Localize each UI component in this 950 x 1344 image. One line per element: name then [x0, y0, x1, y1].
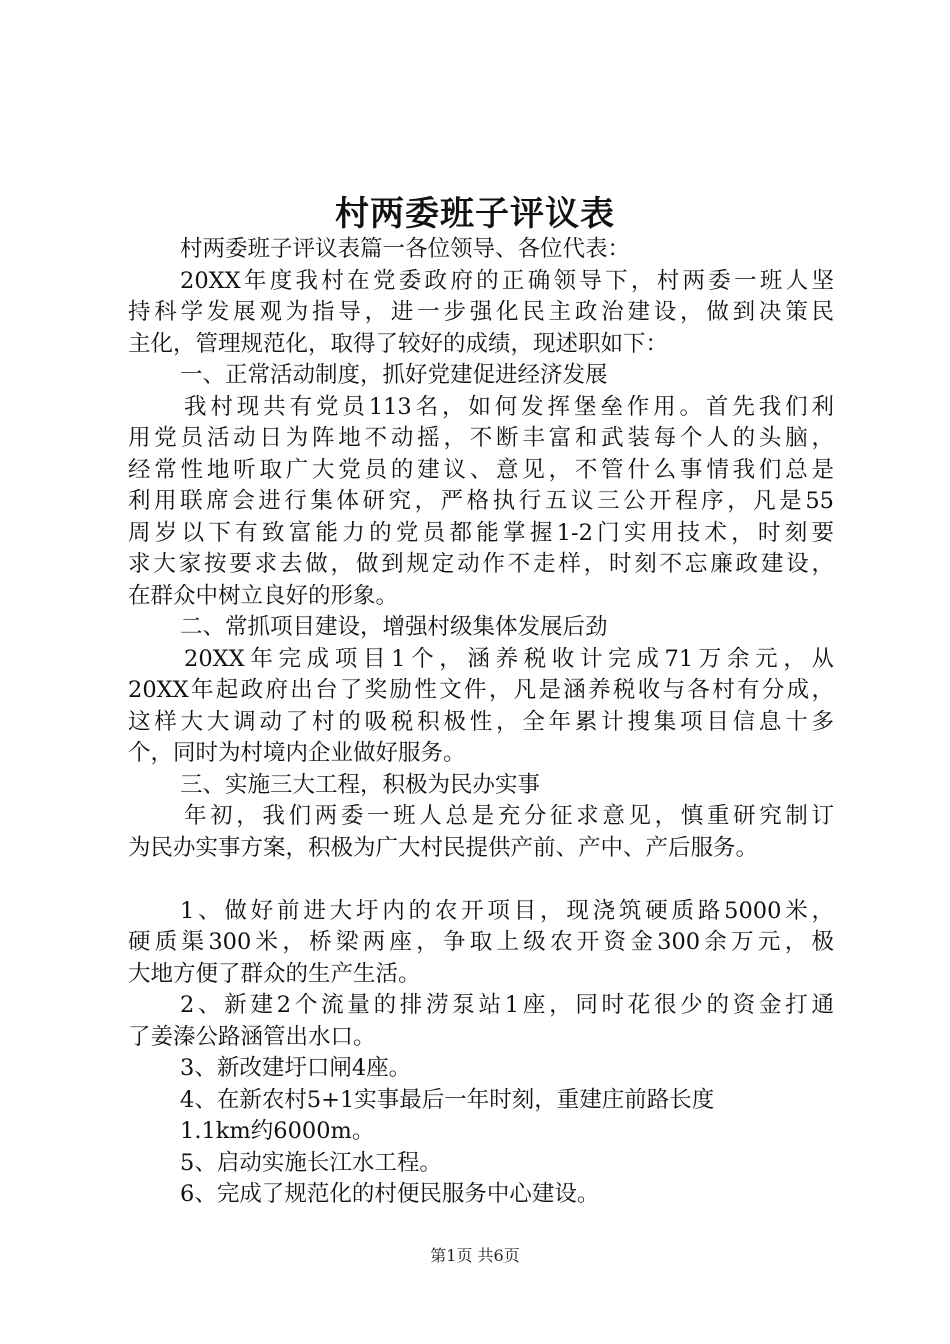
paragraph-line: 为民办实事方案，积极为广大村民提供产前、产中、产后服务。 — [128, 834, 759, 861]
list-item-continuation: 了姜溱公路涵管出水口。 — [128, 1023, 376, 1050]
list-item: 4、在新农村5+1实事最后一年时刻，重建庄前路长度 — [180, 1086, 715, 1113]
paragraph-line: 利用联席会进行集体研究，严格执行五议三公开程序，凡是55 — [128, 488, 834, 514]
document-body — [128, 234, 834, 1211]
list-item-continuation: 硬质渠300米，桥梁两座，争取上级农开资金300余万元，极 — [128, 929, 834, 955]
list-item: 2、新建2个流量的排涝泵站1座，同时花很少的资金打通 — [180, 992, 834, 1018]
paragraph-line: 用党员活动日为阵地不动摇，不断丰富和武装每个人的头脑， — [128, 425, 834, 451]
list-item: 1、做好前进大圩内的农开项目，现浇筑硬质路5000米， — [180, 897, 834, 924]
section-heading: 二、常抓项目建设，增强村级集体发展后劲 — [180, 614, 608, 640]
paragraph-line: 经常性地听取广大党员的建议、意见，不管什么事情我们总是 — [128, 456, 834, 483]
page-footer: 第1页 共6页 — [430, 1246, 520, 1265]
paragraph-line: 个，同时为村境内企业做好服务。 — [128, 740, 466, 766]
paragraph-line: 主化，管理规范化，取得了较好的成绩，现述职如下： — [128, 330, 669, 357]
list-item-continuation: 1.1km约6000m。 — [180, 1118, 375, 1144]
page-title: 村两委班子评议表 — [335, 194, 615, 234]
list-item: 5、启动实施长江水工程。 — [180, 1149, 442, 1176]
paragraph-line: 村两委班子评议表篇一各位领导、各位代表： — [180, 236, 631, 262]
paragraph-line: 持科学发展观为指导，进一步强化民主政治建设，做到决策民 — [128, 299, 834, 325]
section-heading: 三、实施三大工程，积极为民办实事 — [180, 771, 541, 798]
section-heading: 一、正常活动制度，抓好党建促进经济发展 — [180, 362, 608, 388]
paragraph-line: 年初，我们两委一班人总是充分征求意见，慎重研究制订 — [184, 803, 834, 829]
paragraph-line: 我村现共有党员113名，如何发挥堡垒作用。首先我们利 — [184, 393, 834, 420]
paragraph-line: 20XX年起政府出台了奖励性文件，凡是涵养税收与各村有分成， — [128, 677, 834, 703]
paragraph-line: 这样大大调动了村的吸税积极性，全年累计搜集项目信息十多 — [128, 708, 834, 735]
paragraph-line: 20XX年完成项目1个，涵养税收计完成71万余元，从 — [184, 645, 834, 672]
list-item: 6、完成了规范化的村便民服务中心建设。 — [180, 1181, 600, 1207]
paragraph-line: 在群众中树立良好的形象。 — [128, 582, 399, 609]
paragraph-line: 求大家按要求去做，做到规定动作不走样，时刻不忘廉政建设， — [128, 551, 834, 577]
list-item-continuation: 大地方便了群众的生产生活。 — [128, 960, 421, 987]
paragraph-line: 周岁以下有致富能力的党员都能掌握1-2门实用技术，时刻要 — [128, 519, 834, 546]
blank-line — [128, 864, 834, 896]
list-item: 3、新改建圩口闸4座。 — [180, 1055, 412, 1081]
paragraph-line: 20XX年度我村在党委政府的正确领导下，村两委一班人坚 — [180, 267, 834, 294]
